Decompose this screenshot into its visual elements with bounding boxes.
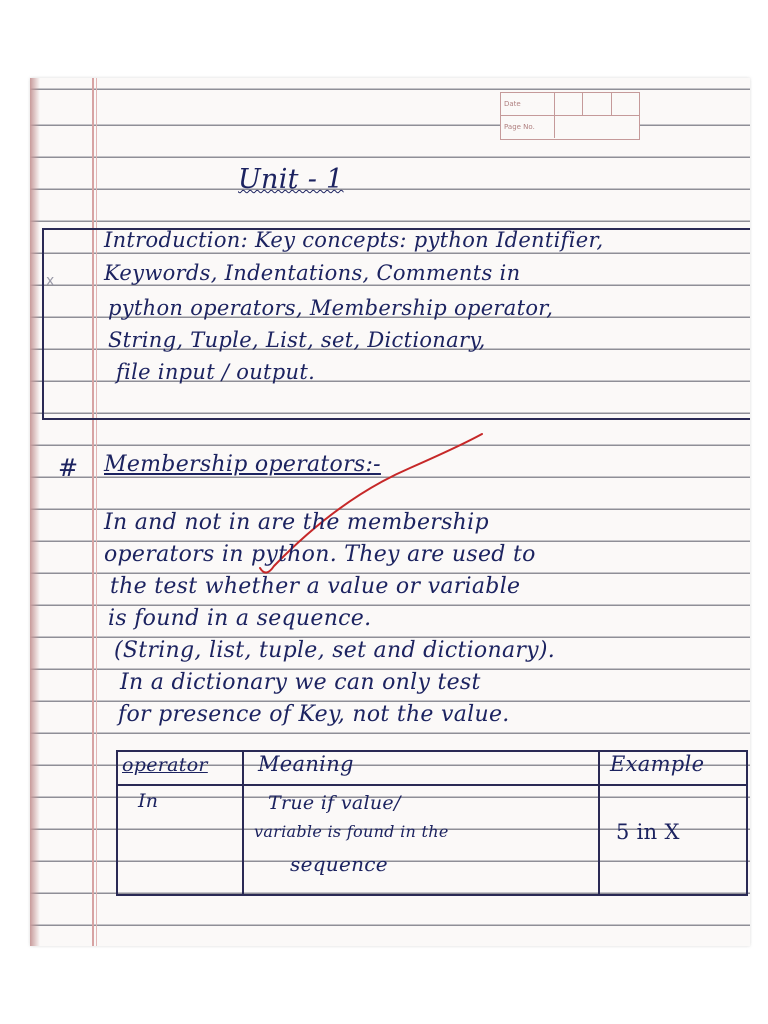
page-row (501, 116, 639, 138)
date-cell (583, 93, 611, 115)
body-line: In a dictionary we can only test (120, 670, 481, 695)
table-header-example: Example (610, 752, 705, 776)
table-cell-operator: In (138, 790, 159, 812)
body-line: for presence of Key, not the value. (118, 702, 510, 727)
table-cell-meaning: True if value/ (268, 792, 401, 814)
body-line: is found in a sequence. (108, 606, 372, 631)
table-column-divider (242, 752, 244, 894)
date-page-box (500, 92, 640, 140)
date-cell (612, 93, 639, 115)
table-cell-meaning: variable is found in the (254, 822, 449, 841)
intro-line: String, Tuple, List, set, Dictionary, (108, 328, 486, 352)
page-label: Page No. (501, 116, 555, 138)
intro-box (42, 228, 750, 420)
margin-line (92, 78, 94, 946)
section-title: Membership operators:- (104, 452, 381, 477)
intro-line: Keywords, Indentations, Comments in (104, 261, 521, 285)
x-mark: x (46, 273, 55, 289)
intro-line: python operators, Membership operator, (108, 296, 554, 320)
date-row (501, 93, 639, 116)
date-label: Date (501, 93, 555, 115)
body-line: operators in python. They are used to (104, 542, 536, 567)
intro-line: Introduction: Key concepts: python Identifier, (104, 228, 604, 252)
table-header-operator: operator (122, 754, 208, 776)
page-cell (555, 116, 639, 138)
date-cell (555, 93, 583, 115)
margin-line-secondary (96, 78, 97, 946)
hash-mark: # (58, 454, 79, 482)
body-line: the test whether a value or variable (110, 574, 521, 599)
table-cell-example: 5 in X (616, 820, 680, 844)
body-line: In and not in are the membership (104, 510, 489, 535)
intro-line: file input / output. (116, 360, 316, 384)
table-cell-meaning: sequence (290, 852, 388, 876)
operator-table (116, 750, 748, 896)
table-row-divider (118, 784, 746, 786)
notebook-page (30, 78, 750, 946)
table-column-divider (598, 752, 600, 894)
unit-heading: Unit - 1 (238, 164, 344, 195)
body-line: (String, list, tuple, set and dictionary). (114, 638, 556, 663)
table-header-meaning: Meaning (258, 752, 354, 776)
